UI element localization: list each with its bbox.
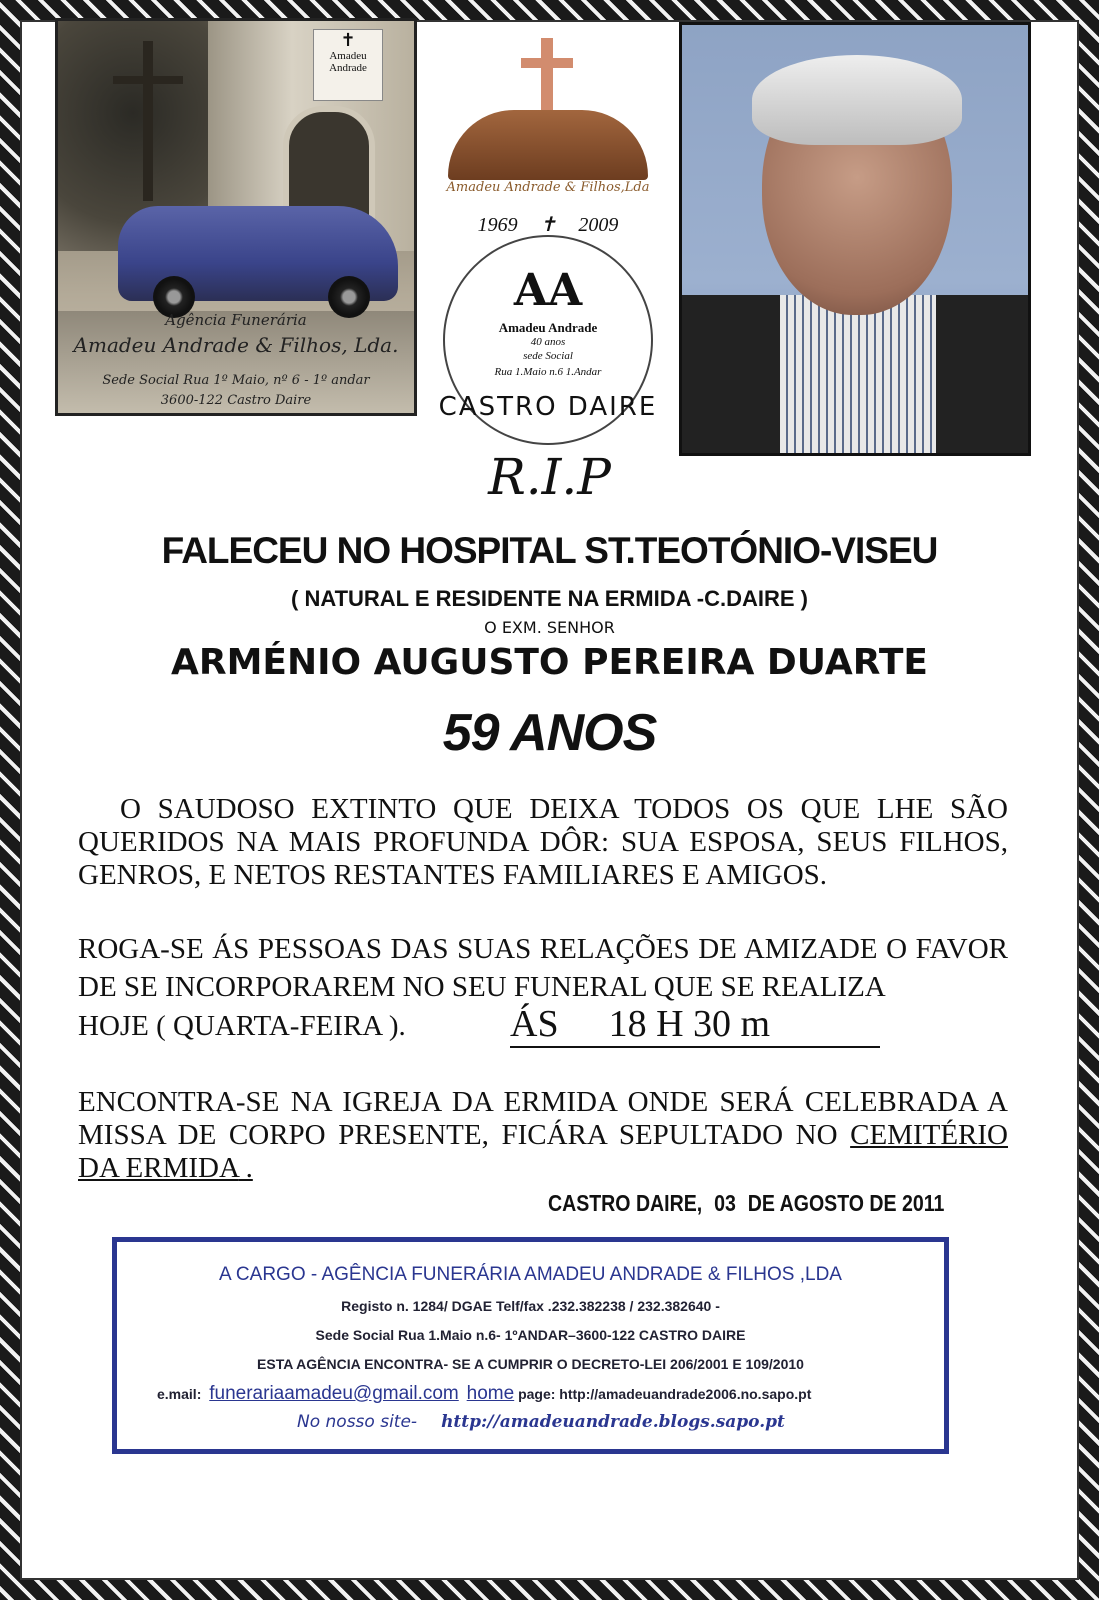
agency-emblem bbox=[428, 30, 668, 450]
deceased-portrait bbox=[679, 22, 1031, 456]
pediment-ornament bbox=[448, 110, 648, 180]
paragraph-church: ENCONTRA-SE NA IGREJA DA ERMIDA ONDE SERÁ CELEBRADA A MISSA DE CORPO PRESENTE, FICÁRA SEPULTADO NO CEMITÉRIO DA ERMIDA . bbox=[78, 1086, 1008, 1184]
site-link[interactable]: http://amadeuandrade.blogs.sapo.pt bbox=[441, 1412, 785, 1432]
homepage-url[interactable]: page: http://amadeuandrade2006.no.sapo.pt bbox=[518, 1386, 812, 1402]
deceased-name: ARMÉNIO AUGUSTO PEREIRA DUARTE bbox=[171, 642, 928, 683]
emblem-city: CASTRO DAIRE bbox=[438, 392, 658, 422]
agency-decreto: ESTA AGÊNCIA ENCONTRA- SE A CUMPRIR O DECRETO-LEI 206/2001 E 109/2010 bbox=[257, 1356, 804, 1372]
agency-box bbox=[112, 1237, 949, 1454]
honorific: O EXM. SENHOR bbox=[484, 618, 615, 637]
agency-logo-small: ✝ Amadeu Andrade bbox=[313, 29, 383, 101]
crucifix-icon bbox=[143, 41, 153, 201]
emblem-sede: sede Social bbox=[523, 350, 573, 362]
agency-title: A CARGO - AGÊNCIA FUNERÁRIA AMADEU ANDRADE & FILHOS ,LDA bbox=[219, 1264, 842, 1285]
residence-line: ( NATURAL E RESIDENTE NA ERMIDA -C.DAIRE ) bbox=[291, 586, 808, 611]
day-line: HOJE ( QUARTA-FEIRA ). bbox=[78, 1010, 406, 1042]
rip-heading: R.I.P bbox=[488, 448, 611, 506]
site-line: No nosso site- http://amadeuandrade.blogs.sapo.pt bbox=[297, 1412, 785, 1432]
dateline: CASTRO DAIRE, 03 DE AGOSTO DE 2011 bbox=[547, 1190, 944, 1216]
emblem-anos: 40 anos bbox=[530, 336, 566, 348]
email-link[interactable]: funerariaamadeu@gmail.com bbox=[209, 1383, 459, 1404]
paragraph-invitation: ROGA-SE ÁS PESSOAS DAS SUAS RELAÇÕES DE AMIZADE O FAVOR DE SE INCORPORAREM NO SEU FUNERAL QUE SE REALIZA bbox=[78, 933, 1008, 1003]
photo-caption-line3: Sede Social Rua 1º Maio, nº 6 - 1º andar bbox=[102, 373, 370, 388]
emblem-brand: Amadeu Andrade & Filhos,Lda bbox=[446, 180, 650, 195]
emblem-years: 1969 ✝ 2009 bbox=[477, 214, 619, 236]
photo-caption-line2: Amadeu Andrade & Filhos, Lda. bbox=[73, 333, 399, 357]
hearse-photo bbox=[55, 18, 417, 416]
emblem-monogram: AA bbox=[513, 265, 583, 316]
emblem-name: Amadeu Andrade bbox=[498, 320, 598, 335]
agency-contacts: e.mail: funerariaamadeu@gmail.com home page: http://amadeuandrade2006.no.sapo.pt bbox=[157, 1383, 812, 1404]
photo-caption-line4: 3600-122 Castro Daire bbox=[160, 393, 312, 408]
home-link[interactable]: home bbox=[466, 1383, 515, 1404]
cross-icon bbox=[541, 38, 553, 116]
photo-caption-line1: Agência Funerária bbox=[165, 311, 307, 329]
age: 59 ANOS bbox=[442, 704, 657, 762]
agency-registo: Registo n. 1284/ DGAE Telf/fax .232.382238 / 232.382640 - bbox=[341, 1298, 720, 1314]
paragraph-family: O SAUDOSO EXTINTO QUE DEIXA TODOS OS QUE LHE SÃO QUERIDOS NA MAIS PROFUNDA DÔR: SUA ESPOSA, SEUS FILHOS, GENROS, E NETOS RESTANTES FAMILIARES E AMIGOS. bbox=[78, 793, 1008, 891]
funeral-time: ÁS 18 H 30 m bbox=[510, 1003, 771, 1045]
agency-sede: Sede Social Rua 1.Maio n.6- 1ºANDAR–3600-122 CASTRO DAIRE bbox=[315, 1327, 746, 1343]
headline: FALECEU NO HOSPITAL ST.TEOTÓNIO-VISEU bbox=[161, 530, 938, 571]
time-underline bbox=[510, 1046, 880, 1048]
emblem-address: Rua 1.Maio n.6 1.Andar bbox=[494, 366, 602, 378]
